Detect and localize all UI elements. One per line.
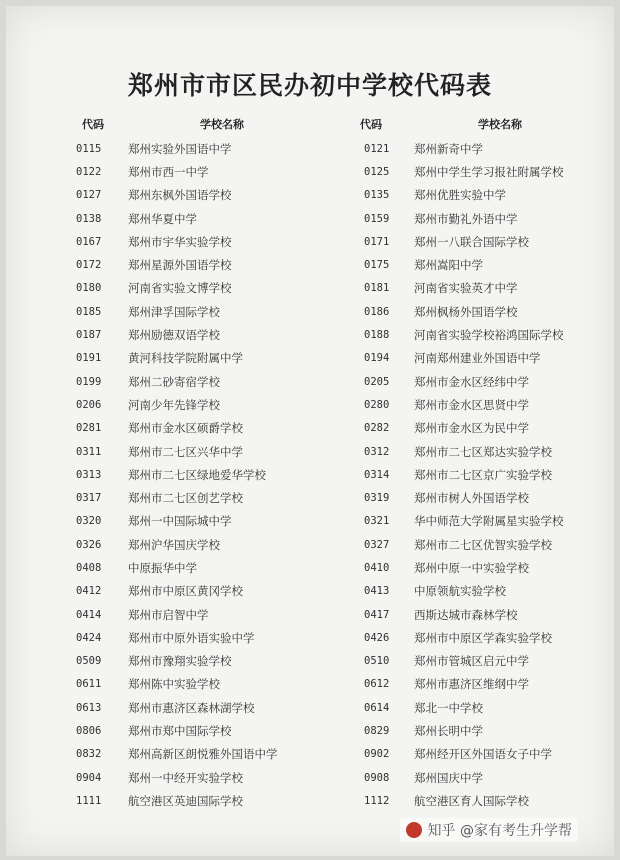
school-code: 0319 [364, 492, 390, 505]
school-code: 0613 [76, 701, 102, 714]
school-code: 0612 [364, 678, 390, 691]
school-name: 郑州实验外国语中学 [128, 141, 232, 156]
table-row [68, 230, 338, 253]
table-row [346, 603, 606, 626]
code-column-header: 代码 [82, 118, 104, 131]
school-name: 河南郑州建业外国语中学 [414, 351, 541, 366]
table-row [346, 743, 606, 766]
school-code: 0205 [364, 375, 390, 388]
school-name: 郑州市启智中学 [128, 607, 209, 622]
table-header [68, 116, 338, 132]
school-name: 郑州市二七区京广实验学校 [414, 467, 552, 482]
school-code: 1111 [76, 794, 102, 807]
school-name: 郑州中学生学习报社附属学校 [414, 164, 564, 179]
school-name: 郑州市二七区兴华中学 [128, 444, 243, 459]
table-row [68, 440, 338, 463]
school-code: 0313 [76, 468, 102, 481]
school-code: 0122 [76, 165, 102, 178]
school-name: 郑州长明中学 [414, 724, 483, 739]
school-code: 0180 [76, 282, 102, 295]
school-name: 华中师范大学附属星实验学校 [414, 514, 564, 529]
avatar-icon [406, 822, 422, 838]
school-code: 0510 [364, 655, 390, 668]
school-code: 0317 [76, 492, 102, 505]
school-code: 0311 [76, 445, 102, 458]
school-name: 郑州一中经开实验学校 [128, 770, 243, 785]
table-row [68, 766, 338, 789]
school-code: 0167 [76, 235, 102, 248]
table-row [346, 650, 606, 673]
school-name: 郑州市豫翔实验学校 [128, 654, 232, 669]
table-row [346, 510, 606, 533]
table-row [346, 696, 606, 719]
table-row [346, 347, 606, 370]
school-code: 0115 [76, 142, 102, 155]
table-row [68, 253, 338, 276]
table-row [346, 300, 606, 323]
school-code: 0187 [76, 329, 102, 342]
table-row [68, 650, 338, 673]
table-row [346, 277, 606, 300]
school-name: 郑州市金水区经纬中学 [414, 374, 529, 389]
school-code: 0410 [364, 561, 390, 574]
school-name: 郑州市中原外语实验中学 [128, 630, 255, 645]
school-code: 0206 [76, 398, 102, 411]
table-row [346, 160, 606, 183]
name-column-header: 学校名称 [478, 118, 522, 131]
school-name: 郑州市惠济区森林湖学校 [128, 700, 255, 715]
school-code: 0908 [364, 771, 390, 784]
table-row [68, 580, 338, 603]
right-column [346, 116, 606, 813]
school-name: 河南省实验文博学校 [128, 281, 232, 296]
school-name: 郑州市中原区黄冈学校 [128, 584, 243, 599]
table-row [346, 393, 606, 416]
school-name: 中原领航实验学校 [414, 584, 506, 599]
table-row [68, 533, 338, 556]
school-name: 郑州星源外国语学校 [128, 258, 232, 273]
school-name: 郑州市西一中学 [128, 164, 209, 179]
table-row [346, 207, 606, 230]
school-code: 0312 [364, 445, 390, 458]
school-name: 郑州市二七区郑达实验学校 [414, 444, 552, 459]
school-code: 0413 [364, 585, 390, 598]
school-name: 航空港区英迪国际学校 [128, 793, 243, 808]
school-code: 0171 [364, 235, 390, 248]
school-code: 0172 [76, 259, 102, 272]
school-name: 郑州励德双语学校 [128, 328, 220, 343]
table-row [346, 789, 606, 812]
school-name: 郑州市二七区创艺学校 [128, 491, 243, 506]
school-code: 0412 [76, 585, 102, 598]
school-name: 郑州市金水区为民中学 [414, 421, 529, 436]
table-row [346, 766, 606, 789]
school-name: 郑州优胜实验中学 [414, 188, 506, 203]
school-name: 航空港区育人国际学校 [414, 793, 529, 808]
table-row [68, 300, 338, 323]
table-row [68, 137, 338, 160]
table-row [68, 160, 338, 183]
school-name: 郑州市勤礼外语中学 [414, 211, 518, 226]
table-row [346, 253, 606, 276]
code-column-header: 代码 [360, 118, 382, 131]
school-name: 郑州中原一中实验学校 [414, 560, 529, 575]
school-name: 郑州市管城区启元中学 [414, 654, 529, 669]
table-row [68, 556, 338, 579]
watermark [400, 818, 578, 842]
school-name: 郑州一中国际城中学 [128, 514, 232, 529]
school-name: 郑州华夏中学 [128, 211, 197, 226]
school-code: 0282 [364, 422, 390, 435]
left-rows [68, 137, 338, 813]
table-row [346, 719, 606, 742]
table-row [346, 440, 606, 463]
table-row [68, 789, 338, 812]
table-row [346, 323, 606, 346]
school-code: 0832 [76, 748, 102, 761]
table-row [346, 673, 606, 696]
school-name: 郑州市树人外国语学校 [414, 491, 529, 506]
school-name: 黄河科技学院附属中学 [128, 351, 243, 366]
school-name: 郑州枫杨外国语学校 [414, 304, 518, 319]
table-row [346, 417, 606, 440]
table-row [68, 347, 338, 370]
school-code: 0125 [364, 165, 390, 178]
school-code: 0159 [364, 212, 390, 225]
school-code: 0326 [76, 538, 102, 551]
table-row [68, 626, 338, 649]
table-row [68, 393, 338, 416]
school-name: 郑州经开区外国语女子中学 [414, 747, 552, 762]
school-name: 郑州东枫外国语学校 [128, 188, 232, 203]
school-name: 郑州市惠济区维纲中学 [414, 677, 529, 692]
school-code: 0321 [364, 515, 390, 528]
school-name: 郑州新奇中学 [414, 141, 483, 156]
school-name: 郑州嵩阳中学 [414, 258, 483, 273]
table-row [68, 696, 338, 719]
school-name: 中原振华中学 [128, 560, 197, 575]
school-name: 郑州市金水区硕爵学校 [128, 421, 243, 436]
school-name: 郑州市中原区学森实验学校 [414, 630, 552, 645]
school-code: 0614 [364, 701, 390, 714]
table-row [68, 323, 338, 346]
school-code: 0426 [364, 631, 390, 644]
school-code: 0186 [364, 305, 390, 318]
name-column-header: 学校名称 [200, 118, 244, 131]
school-code: 0121 [364, 142, 390, 155]
school-name: 郑州市郑中国际学校 [128, 724, 232, 739]
school-code: 0185 [76, 305, 102, 318]
right-rows [346, 137, 606, 813]
table-row [346, 137, 606, 160]
table-row [346, 533, 606, 556]
school-name: 郑州高新区朗悦雅外国语中学 [128, 747, 278, 762]
left-column [68, 116, 338, 813]
school-code: 0509 [76, 655, 102, 668]
school-code: 0135 [364, 189, 390, 202]
table-row [346, 580, 606, 603]
school-name: 郑州市二七区绿地爱华学校 [128, 467, 266, 482]
school-code: 0829 [364, 725, 390, 738]
school-code: 0904 [76, 771, 102, 784]
table-row [68, 184, 338, 207]
school-name: 郑州陈中实验学校 [128, 677, 220, 692]
table-row [68, 510, 338, 533]
school-code: 0414 [76, 608, 102, 621]
table-row [68, 277, 338, 300]
school-name: 河南少年先锋学校 [128, 397, 220, 412]
school-code: 0280 [364, 398, 390, 411]
school-name: 西斯达城市森林学校 [414, 607, 518, 622]
table-row [68, 207, 338, 230]
school-name: 郑州市宇华实验学校 [128, 234, 232, 249]
school-code: 0314 [364, 468, 390, 481]
school-code: 0611 [76, 678, 102, 691]
table-row [68, 486, 338, 509]
school-name: 郑州国庆中学 [414, 770, 483, 785]
table-row [68, 463, 338, 486]
table-header [346, 116, 606, 132]
school-name: 郑州市金水区思贤中学 [414, 397, 529, 412]
table-row [346, 463, 606, 486]
school-code: 0281 [76, 422, 102, 435]
school-code: 1112 [364, 794, 390, 807]
table-row [68, 673, 338, 696]
table-row [68, 603, 338, 626]
page-title: 郑州市市区民办初中学校代码表 [127, 71, 492, 100]
school-code: 0199 [76, 375, 102, 388]
school-code: 0181 [364, 282, 390, 295]
school-name: 郑州一八联合国际学校 [414, 234, 529, 249]
school-name: 河南省实验英才中学 [414, 281, 518, 296]
school-code: 0138 [76, 212, 102, 225]
school-name: 郑北一中学校 [414, 700, 483, 715]
school-code: 0424 [76, 631, 102, 644]
school-code: 0127 [76, 189, 102, 202]
school-code: 0191 [76, 352, 102, 365]
table-row [68, 370, 338, 393]
document-page [6, 6, 614, 856]
school-code: 0175 [364, 259, 390, 272]
school-code: 0902 [364, 748, 390, 761]
school-code: 0327 [364, 538, 390, 551]
table-row [346, 486, 606, 509]
school-name: 河南省实验学校裕鸿国际学校 [414, 328, 564, 343]
school-name: 郑州市二七区优智实验学校 [414, 537, 552, 552]
table-row [346, 184, 606, 207]
table-row [346, 556, 606, 579]
watermark-text: 知乎 @家有考生升学帮 [427, 823, 572, 839]
table-row [346, 230, 606, 253]
school-code: 0194 [364, 352, 390, 365]
table-row [68, 417, 338, 440]
school-code: 0806 [76, 725, 102, 738]
school-code: 0417 [364, 608, 390, 621]
table-row [346, 626, 606, 649]
school-code: 0188 [364, 329, 390, 342]
school-name: 郑州二砂寄宿学校 [128, 374, 220, 389]
school-name: 郑州津孚国际学校 [128, 304, 220, 319]
school-code: 0408 [76, 561, 102, 574]
table-row [68, 719, 338, 742]
school-name: 郑州沪华国庆学校 [128, 537, 220, 552]
school-code: 0320 [76, 515, 102, 528]
table-row [68, 743, 338, 766]
table-row [346, 370, 606, 393]
